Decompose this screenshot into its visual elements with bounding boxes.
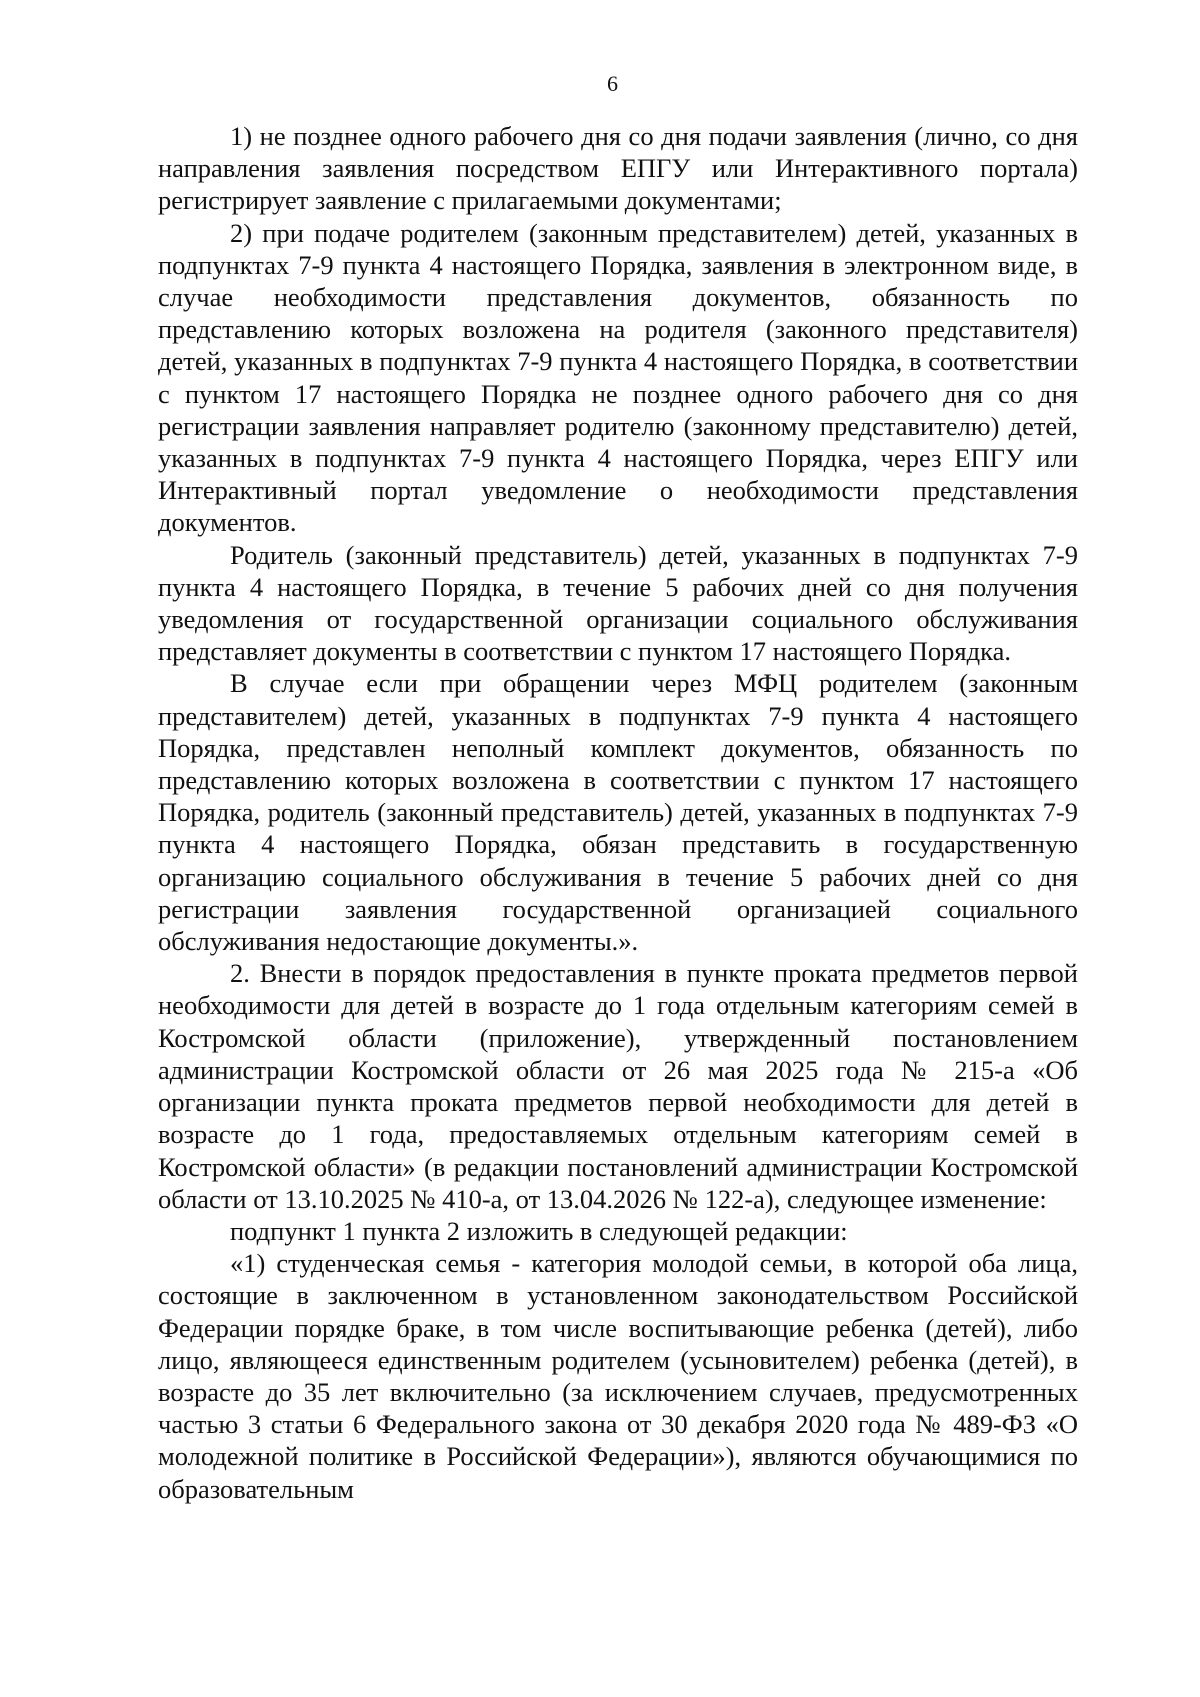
paragraph-item-2: 2) при подаче родителем (законным представителем) детей, указанных в подпунктах 7-9 пункта 4 настоящего Порядка, заявления в электронном виде, в случае необходимости представления документов, обязанность по представлению которых возложена на родителя (законного представителя) детей, указанных в подпунктах 7-9 пункта 4 настоящего Порядка, в соответствии с пунктом 17 настоящего Порядка не позднее одного рабочего дня со дня регистрации заявления направляет родителю (законному представителю) детей, указанных в подпунктах 7-9 пункта 4 настоящего Порядка, через ЕПГУ или Интерактивный портал уведомление о необходимости представления документов.	[158, 217, 1078, 538]
paragraph-item-1: 1) не позднее одного рабочего дня со дня подачи заявления (лично, со дня направления заявления посредством ЕПГУ или Интерактивного портала) регистрирует заявление с прилагаемыми документами;	[158, 121, 1078, 216]
paragraph-section-2: 2. Внести в порядок предоставления в пункте проката предметов первой необходимости для детей в возрасте до 1 года отдельным категориям семей в Костромской области (приложение), утвержденный постановлением администрации Костромской области от 26 мая 2025 года № 215-а «Об организации пункта проката предметов первой необходимости для детей в возрасте до 1 года, предоставляемых отдельным категориям семей в Костромской области» (в редакции постановлений администрации Костромской области от 13.10.2025 № 410-а, от 13.04.2026 № 122-а), следующее изменение:	[158, 958, 1078, 1214]
paragraph-mfc-case: В случае если при обращении через МФЦ родителем (законным представителем) детей, указанных в подпунктах 7-9 пункта 4 настоящего Порядка, представлен неполный комплект документов, обязанность по представлению которых возложена в соответствии с пунктом 17 настоящего Порядка, родитель (законный представитель) детей, указанных в подпунктах 7-9 пункта 4 настоящего Порядка, обязан представить в государственную организацию социального обслуживания в течение 5 рабочих дней со дня регистрации заявления государственной организацией социального обслуживания недостающие документы.».	[158, 668, 1078, 957]
paragraph-amendment-instruction: подпункт 1 пункта 2 изложить в следующей редакции:	[230, 1215, 848, 1246]
page-number: 6	[607, 71, 618, 96]
paragraph-parent-duty: Родитель (законный представитель) детей, указанных в подпунктах 7-9 пункта 4 настоящего Порядка, в течение 5 рабочих дней со дня получения уведомления от государственной организации социального обслуживания представляет документы в соответствии с пунктом 17 настоящего Порядка.	[158, 539, 1078, 667]
document-body	[158, 120, 1078, 1505]
paragraph-student-family-definition: «1) студенческая семья - категория молодой семьи, в которой оба лица, состоящие в заключенном в установленном законодательством Российской Федерации порядке браке, в том числе воспитывающие ребенка (детей), либо лицо, являющееся единственным родителем (усыновителем) ребенка (детей), в возрасте до 35 лет включительно (за исключением случаев, предусмотренных частью 3 статьи 6 Федерального закона от 30 декабря 2020 года № 489-ФЗ «О молодежной политике в Российской Федерации»), являются обучающимися по образовательным	[158, 1248, 1078, 1504]
